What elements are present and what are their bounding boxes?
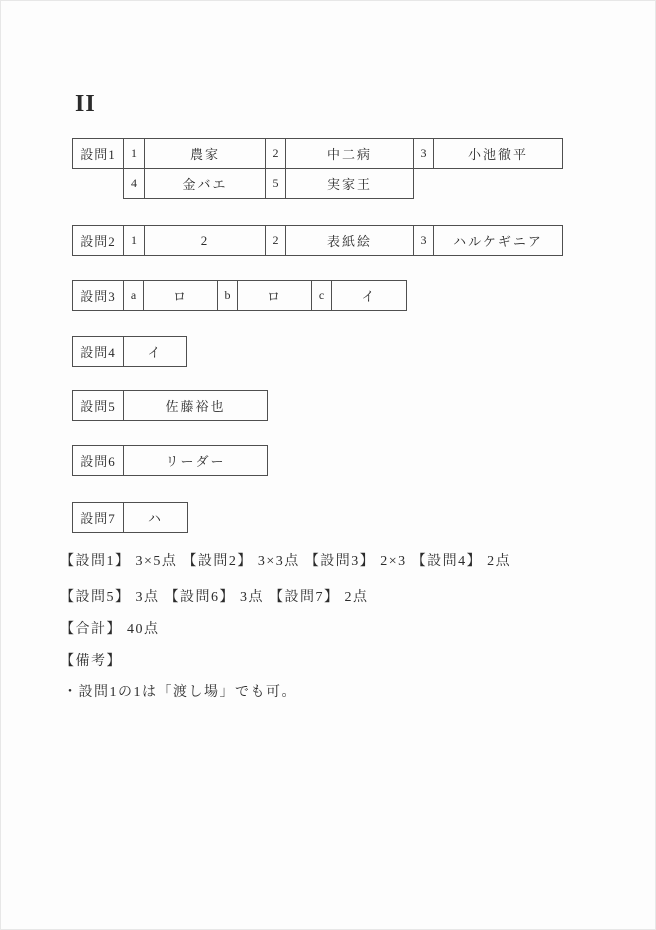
question-7-answer: ハ [123,502,188,533]
question-2-item-3-answer: ハルケギニア [433,225,563,256]
question-7-row [72,502,188,533]
question-1-row-2 [123,168,563,199]
question-7-table [72,502,188,533]
question-1-item-1-answer: 農家 [144,138,266,169]
scoring-total: 【合計】 40点 [60,622,160,637]
question-4-table [72,336,187,367]
question-2-item-2-number: 2 [265,225,286,256]
question-1-item-2-answer: 中二病 [285,138,414,169]
question-1-item-5-number: 5 [265,168,286,199]
question-5-label: 設問5 [72,390,124,421]
question-5-table [72,390,268,421]
question-2-item-2-answer: 表紙絵 [285,225,414,256]
question-6-label: 設問6 [72,445,124,476]
remarks-note-1: ・設問1の1は「渡し場」でも可。 [63,685,297,700]
question-1-table [72,138,563,199]
question-2-item-1-number: 1 [123,225,145,256]
question-5-row [72,390,268,421]
question-3-item-c-number: c [311,280,332,311]
section-heading: II [75,91,96,117]
question-1-row-1 [72,138,563,169]
question-1-item-3-number: 3 [413,138,434,169]
question-4-label: 設問4 [72,336,124,367]
question-1-item-4-number: 4 [123,168,145,199]
question-3-row [72,280,407,311]
question-6-answer: リーダー [123,445,268,476]
question-1-item-2-number: 2 [265,138,286,169]
question-3-item-a-number: a [123,280,144,311]
question-6-table [72,445,268,476]
question-2-item-3-number: 3 [413,225,434,256]
question-3-item-c-answer: イ [331,280,407,311]
question-3-item-b-number: b [217,280,238,311]
question-2-label: 設問2 [72,225,124,256]
question-2-item-1-answer: 2 [144,225,266,256]
question-1-item-1-number: 1 [123,138,145,169]
question-2-table [72,225,563,256]
scoring-line-2: 【設問5】 3点 【設問6】 3点 【設問7】 2点 [60,590,369,605]
remarks-heading: 【備考】 [60,654,122,669]
question-7-label: 設問7 [72,502,124,533]
question-1-item-4-answer: 金バエ [144,168,266,199]
question-1-label: 設問1 [72,138,124,169]
question-3-item-b-answer: ロ [237,280,312,311]
scoring-line-1: 【設問1】 3×5点 【設問2】 3×3点 【設問3】 2×3 【設問4】 2点 [60,554,512,569]
question-3-table [72,280,407,311]
question-2-row [72,225,563,256]
question-3-label: 設問3 [72,280,124,311]
question-4-row [72,336,187,367]
question-1-item-3-answer: 小池徹平 [433,138,563,169]
question-6-row [72,445,268,476]
question-4-answer: イ [123,336,187,367]
question-3-item-a-answer: ロ [143,280,218,311]
question-5-answer: 佐藤裕也 [123,390,268,421]
question-1-item-5-answer: 実家王 [285,168,414,199]
